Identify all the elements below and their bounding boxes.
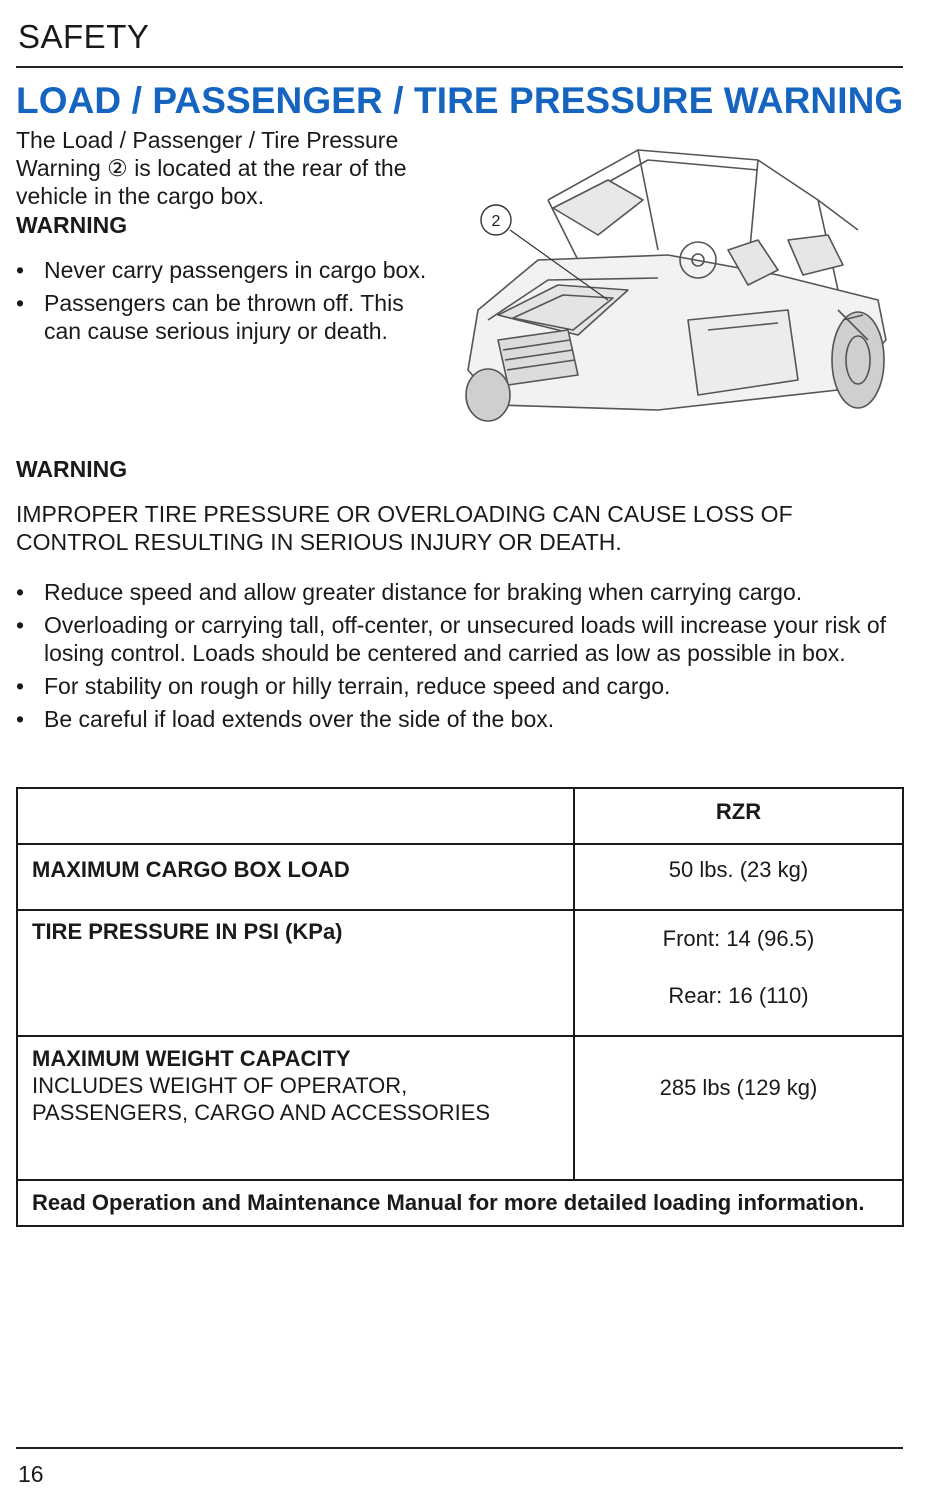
- table-row: [17, 1036, 903, 1180]
- cargo-load-label: MAXIMUM CARGO BOX LOAD: [17, 844, 574, 910]
- weight-capacity-note-1: INCLUDES WEIGHT OF OPERATOR,: [32, 1073, 408, 1098]
- weight-capacity-label: MAXIMUM WEIGHT CAPACITY: [32, 1046, 351, 1071]
- warning-heading-1: WARNING: [16, 212, 128, 238]
- list-item: • Never carry passengers in cargo box.: [16, 256, 446, 284]
- table-footer-row: [17, 1180, 903, 1226]
- warning-caps-text: IMPROPER TIRE PRESSURE OR OVERLOADING CAN CAUSE LOSS OF CONTROL RESULTING IN SERIOUS INJURY OR DEATH.: [16, 501, 793, 555]
- tire-pressure-rear: Rear: 16 (110): [668, 983, 809, 1008]
- load-spec-table: [16, 787, 904, 1227]
- passenger-warning-list: [16, 256, 446, 350]
- weight-capacity-value: 285 lbs (129 kg): [574, 1036, 903, 1180]
- table-row: [17, 910, 903, 1036]
- table-header-model: RZR: [574, 788, 903, 844]
- list-item: • For stability on rough or hilly terrain, reduce speed and cargo.: [16, 672, 906, 700]
- tire-pressure-values: [574, 910, 903, 1036]
- manual-note: Read Operation and Maintenance Manual for more detailed loading information.: [17, 1180, 903, 1226]
- table-header-row: [17, 788, 903, 844]
- list-item: • Overloading or carrying tall, off-center, or unsecured loads will increase your risk of losing control. Loads should be centered and carried as low as possible in box.: [16, 611, 906, 667]
- list-item: • Be careful if load extends over the side of the box.: [16, 705, 906, 733]
- tire-pressure-label: TIRE PRESSURE IN PSI (KPa): [17, 910, 574, 1036]
- warning-heading-2: WARNING: [16, 456, 128, 482]
- table-header-empty: [17, 788, 574, 844]
- vehicle-illustration: [458, 140, 890, 422]
- cargo-load-value: 50 lbs. (23 kg): [574, 844, 903, 910]
- section-title: SAFETY: [18, 18, 150, 55]
- table-row: [17, 844, 903, 910]
- cargo-warning-list: [16, 578, 906, 738]
- weight-capacity-note-2: PASSENGERS, CARGO AND ACCESSORIES: [32, 1100, 491, 1125]
- tire-pressure-front: Front: 14 (96.5): [662, 926, 815, 951]
- footer-divider: [16, 1447, 903, 1449]
- intro-paragraph: The Load / Passenger / Tire Pressure Warning ② is located at the rear of the vehicle in the cargo box.: [16, 127, 407, 209]
- callout-number: 2: [491, 213, 501, 230]
- page-number: 16: [18, 1461, 44, 1487]
- weight-capacity-cell: [17, 1036, 574, 1180]
- list-item: • Reduce speed and allow greater distance for braking when carrying cargo.: [16, 578, 906, 606]
- header-divider: [16, 66, 903, 68]
- page-title: LOAD / PASSENGER / TIRE PRESSURE WARNING: [16, 80, 904, 121]
- list-item: • Passengers can be thrown off. This can cause serious injury or death.: [16, 289, 446, 345]
